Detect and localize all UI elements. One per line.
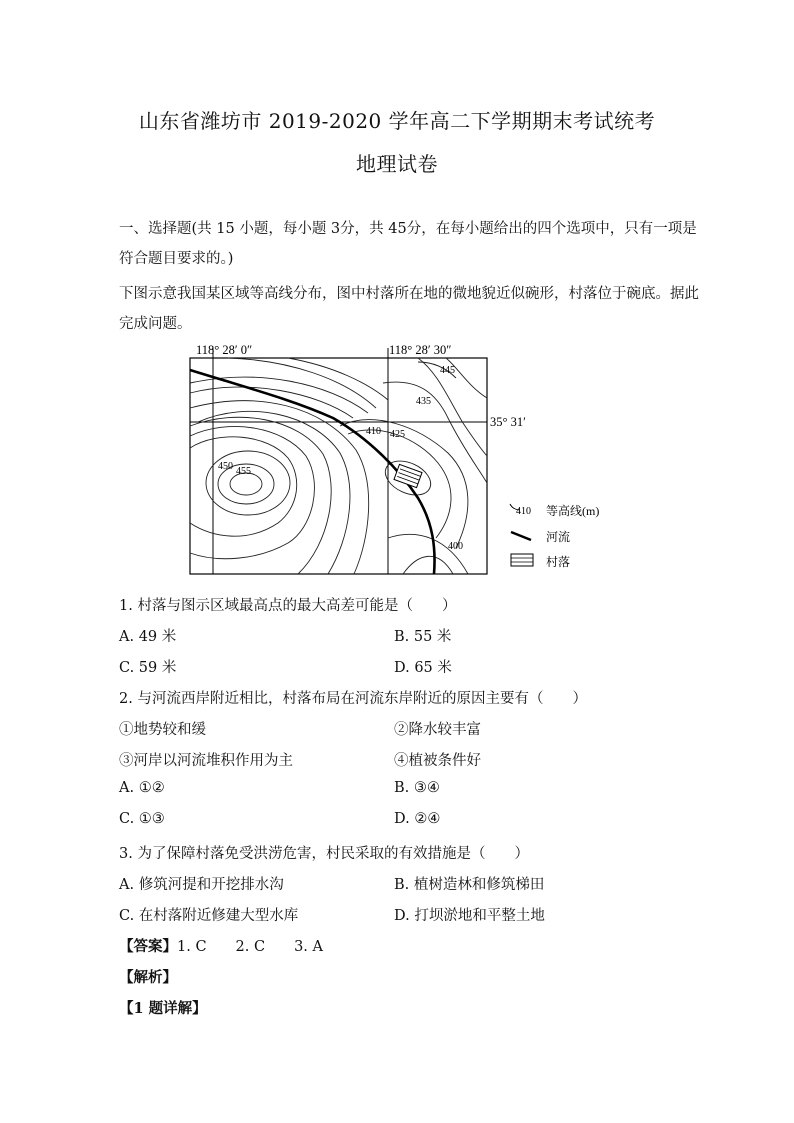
lon-label-left: 118° 28′ 0″	[196, 343, 253, 357]
passage-line-2: 完成问题。	[119, 316, 192, 332]
legend-village-label: 村落	[546, 555, 571, 569]
q2-option-d: D. ②④	[394, 811, 441, 827]
q1-option-c: C. 59 米	[119, 660, 177, 676]
question-2-stem: 2. 与河流西岸附近相比，村落布局在河流东岸附近的原因主要有（ ）	[119, 691, 587, 707]
contour-line	[446, 358, 487, 398]
village-symbol	[394, 464, 422, 487]
q2-statement-1: ①地势较和缓	[119, 722, 206, 738]
q2-statement-2: ②降水较丰富	[394, 722, 481, 738]
answer-values: 1. C 2. C 3. A	[177, 939, 323, 955]
contour-label: 450	[218, 461, 233, 472]
analysis-label: 【解析】	[119, 969, 177, 986]
map-legend	[510, 503, 599, 569]
answer-label: 【答案】	[119, 938, 177, 955]
q2-statement-3: ③河岸以河流堆积作用为主	[119, 753, 293, 769]
legend-river-label: 河流	[546, 530, 571, 544]
contour-line	[403, 556, 453, 574]
contour-lines	[190, 358, 487, 574]
legend-contour-sample: 410	[516, 506, 531, 517]
contour-line	[288, 358, 388, 400]
q3-option-d: D. 打坝淤地和平整土地	[394, 908, 545, 924]
paper-subtitle: 地理试卷	[356, 152, 438, 176]
contour-line	[190, 401, 369, 574]
legend-village-symbol	[511, 554, 533, 566]
section-intro-line-2: 符合题目要求的。)	[119, 251, 234, 267]
passage-line-1: 下图示意我国某区域等高线分布，图中村落所在地的微地貌近似碗形，村落位于碗底。据此	[119, 286, 699, 302]
answer-line	[119, 935, 323, 956]
q3-option-a: A. 修筑河提和开挖排水沟	[119, 877, 284, 893]
contour-label: 445	[440, 365, 455, 376]
question-1-stem: 1. 村落与图示区域最高点的最大高差可能是（ ）	[119, 598, 457, 614]
contour-label: 410	[366, 426, 381, 437]
q3-option-b: B. 植树造林和修筑梯田	[394, 877, 545, 893]
q2-option-b: B. ③④	[394, 780, 440, 796]
paper-title: 山东省潍坊市 2019-2020 学年高二下学期期末考试统考	[138, 109, 656, 133]
lat-label: 35° 31′	[490, 415, 526, 429]
q1-option-a: A. 49 米	[119, 629, 177, 645]
q3-option-c: C. 在村落附近修建大型水库	[119, 908, 299, 924]
q2-statement-4: ④植被条件好	[394, 753, 481, 769]
legend-contour-label: 等高线(m)	[546, 504, 600, 518]
q1-option-b: B. 55 米	[394, 629, 452, 645]
detail-label: 【1 题详解】	[119, 1000, 207, 1017]
contour-label: 435	[416, 396, 431, 407]
q2-option-c: C. ①③	[119, 811, 165, 827]
contour-label: 455	[236, 466, 251, 477]
contour-map-figure	[118, 338, 618, 578]
q2-option-a: A. ①②	[119, 780, 165, 796]
q1-option-d: D. 65 米	[394, 660, 452, 676]
legend-river-symbol	[511, 532, 531, 540]
contour-label: 425	[390, 429, 405, 440]
lon-label-right: 118° 28′ 30″	[389, 343, 452, 357]
contour-label: 400	[448, 541, 463, 552]
contour-line	[348, 430, 451, 538]
contour-line	[190, 377, 368, 413]
question-3-stem: 3. 为了保障村落免受洪涝危害，村民采取的有效措施是（ ）	[119, 846, 529, 862]
section-intro-line-1: 一、选择题(共 15 小题，每小题 3分，共 45分，在每小题给出的四个选项中，只有一项是	[119, 221, 697, 237]
